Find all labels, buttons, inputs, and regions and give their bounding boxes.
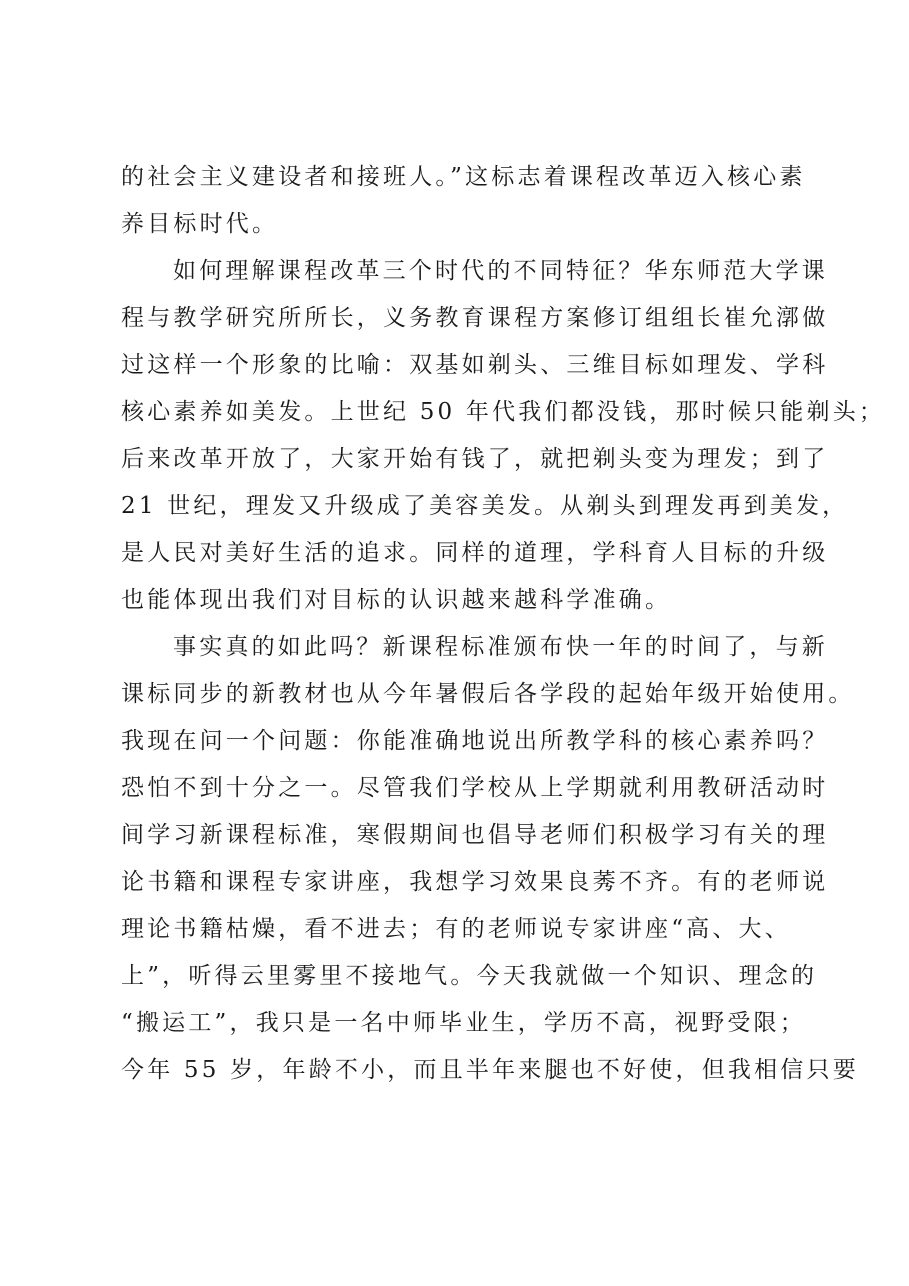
- text-line: 上”，听得云里雾里不接地气。今天我就做一个知识、理念的: [121, 963, 818, 989]
- text-line: 养目标时代。: [121, 211, 279, 237]
- text-line: 的社会主义建设者和接班人。”这标志着课程改革迈入核心素: [121, 164, 806, 190]
- text-line: 程与教学研究所所长，义务教育课程方案修订组组长崔允漷做: [121, 305, 829, 331]
- text-line: 间学习新课程标准，寒假期间也倡导老师们积极学习有关的理: [121, 822, 829, 848]
- text-line: 过这样一个形象的比喻：双基如剃头、三维目标如理发、学科: [121, 352, 829, 378]
- paragraph-start-line: 如何理解课程改革三个时代的不同特征？华东师范大学课: [173, 258, 828, 284]
- text-line: 我现在问一个问题：你能准确地说出所教学科的核心素养吗？: [121, 728, 829, 754]
- text-line: 是人民对美好生活的追求。同样的道理，学科育人目标的升级: [121, 540, 829, 566]
- text-line: 后来改革开放了，大家开始有钱了，就把剃头变为理发；到了: [121, 446, 829, 472]
- text-line: 今年 55 岁，年龄不小，而且半年来腿也不好使，但我相信只要: [121, 1057, 859, 1083]
- paragraph-start-line: 事实真的如此吗？新课程标准颁布快一年的时间了，与新: [173, 634, 828, 660]
- text-line: 也能体现出我们对目标的认识越来越科学准确。: [121, 587, 672, 613]
- text-line: “搬运工”，我只是一名中师毕业生，学历不高，视野受限；: [121, 1010, 806, 1036]
- body-text: [121, 154, 886, 1094]
- text-line: 论书籍和课程专家讲座，我想学习效果良莠不齐。有的老师说: [121, 869, 829, 895]
- text-line: 21 世纪，理发又升级成了美容美发。从剃头到理发再到美发，: [121, 493, 849, 519]
- text-line: 课标同步的新教材也从今年暑假后各学段的起始年级开始使用。: [121, 681, 855, 707]
- text-line: 理论书籍枯燥，看不进去；有的老师说专家讲座“高、大、: [121, 916, 791, 942]
- text-line: 核心素养如美发。上世纪 50 年代我们都没钱，那时候只能剃头；: [121, 399, 886, 425]
- text-line: 恐怕不到十分之一。尽管我们学校从上学期就利用教研活动时: [121, 775, 829, 801]
